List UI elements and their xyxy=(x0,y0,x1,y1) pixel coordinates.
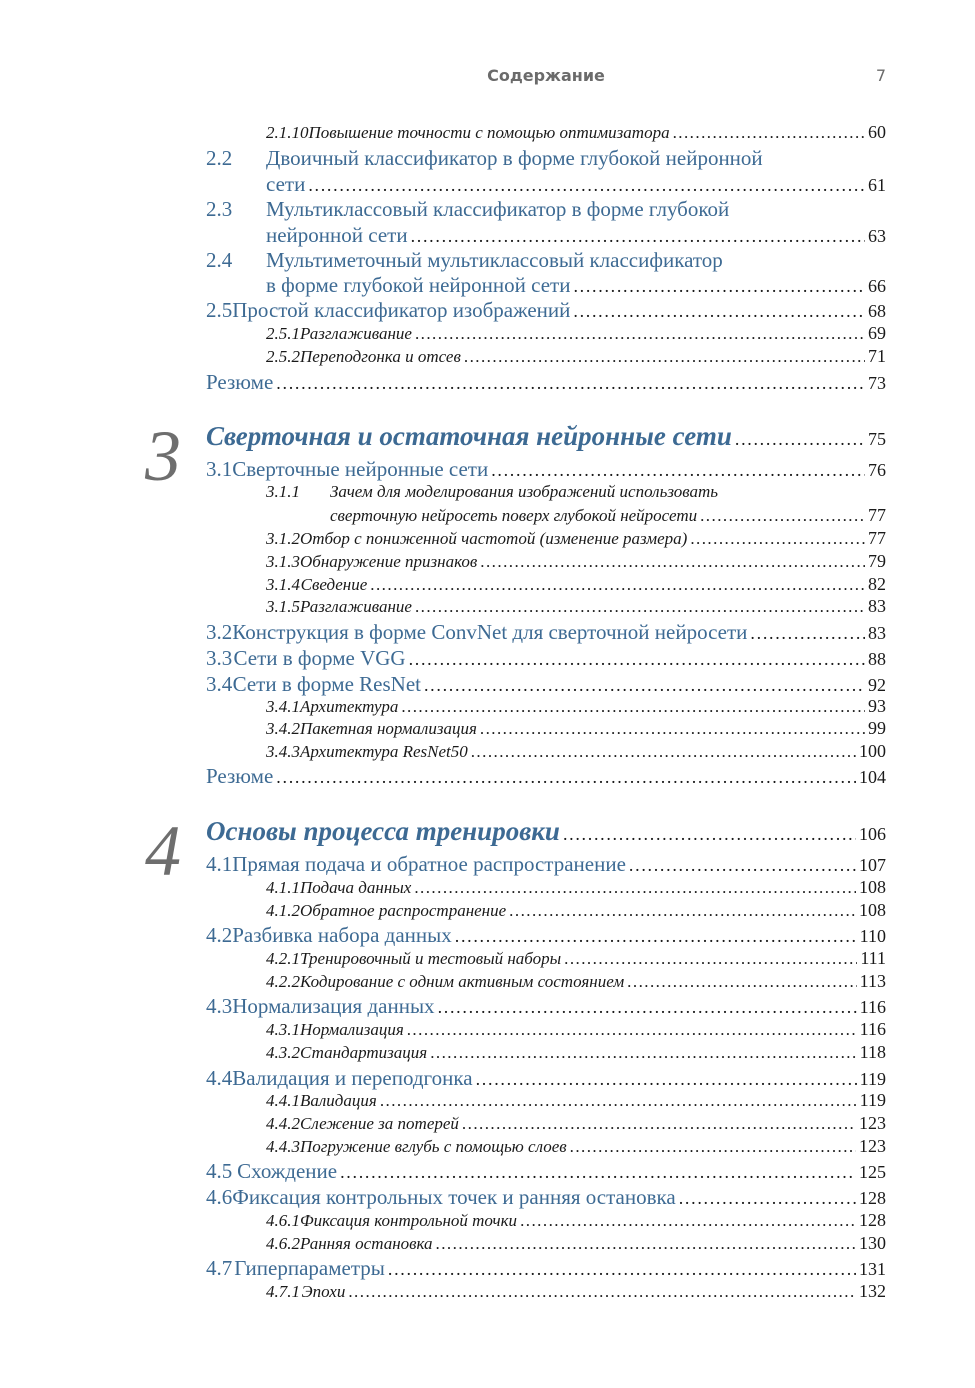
entry-page: 77 xyxy=(868,528,886,548)
toc-entry[interactable] xyxy=(206,457,886,482)
entry-page: 123 xyxy=(859,1136,886,1156)
entry-number: 2.5.1 xyxy=(266,324,300,343)
entry-number: 4.5 xyxy=(206,1159,233,1183)
entry-title: Фиксация контрольных точек и ранняя остановка xyxy=(232,1185,676,1209)
toc-entry[interactable] xyxy=(266,696,886,717)
entry-title-continued: в форме глубокой нейронной сети xyxy=(266,273,571,297)
entry-title: Архитектура ResNet50 xyxy=(300,742,468,761)
entry-title: Мультиметочный мультиклассовый классификатор xyxy=(266,248,723,272)
toc-entry-summary[interactable] xyxy=(206,370,886,395)
entry-page: 66 xyxy=(868,276,886,296)
toc-entry-first-line[interactable] xyxy=(206,197,729,222)
toc-entry[interactable] xyxy=(266,1019,886,1040)
entry-page: 131 xyxy=(859,1259,886,1279)
entry-title: Пакетная нормализация xyxy=(300,719,477,738)
entry-title: Простой классификатор изображений xyxy=(232,298,571,322)
entry-number: 4.1.1 xyxy=(266,878,300,897)
entry-title: Схождение xyxy=(237,1159,338,1183)
entry-page: 77 xyxy=(868,505,886,525)
entry-page: 123 xyxy=(859,1113,886,1133)
entry-number: 4.7.1 xyxy=(266,1282,300,1301)
header-title: Содержание xyxy=(487,66,605,85)
entry-page: 110 xyxy=(859,926,886,946)
entry-page: 128 xyxy=(859,1188,886,1208)
entry-title: Мультиклассовый классификатор в форме глубокой xyxy=(266,197,730,221)
entry-number: 4.4.3 xyxy=(266,1137,300,1156)
entry-title: Разглаживание xyxy=(300,597,412,616)
entry-page: 92 xyxy=(868,675,886,695)
entry-title: Резюме xyxy=(206,370,274,394)
entry-title-continued: нейронной сети xyxy=(266,223,408,247)
entry-number: 3.1.4 xyxy=(266,575,300,594)
entry-number: 4.4.1 xyxy=(266,1091,300,1110)
entry-title: Стандартизация xyxy=(300,1043,428,1062)
entry-number: 3.1.1 xyxy=(266,482,300,501)
entry-number: 4.2.2 xyxy=(266,972,300,991)
entry-title: Сверточные нейронные сети xyxy=(232,457,489,481)
toc-entry[interactable] xyxy=(266,971,886,992)
entry-number: 4.2 xyxy=(206,923,233,947)
entry-page: 63 xyxy=(868,226,886,246)
entry-page: 125 xyxy=(859,1162,886,1182)
toc-entry[interactable] xyxy=(206,994,886,1019)
entry-title: Эпохи xyxy=(301,1282,346,1301)
entry-title: Отбор с пониженной частотой (изменение размера) xyxy=(300,529,688,548)
entry-page: 75 xyxy=(868,429,886,449)
toc-entry[interactable] xyxy=(266,172,886,197)
toc-entry[interactable] xyxy=(206,298,886,323)
entry-number: 4.4.2 xyxy=(266,1114,300,1133)
chapter-number: 3 xyxy=(145,416,181,496)
entry-title: Нормализация xyxy=(300,1020,404,1039)
entry-page: 69 xyxy=(868,323,886,343)
entry-title: Разбивка набора данных xyxy=(232,923,452,947)
entry-title: Погружение вглубь с помощью слоев xyxy=(300,1137,567,1156)
entry-number: 2.3 xyxy=(206,197,233,221)
entry-title-continued: сверточную нейросеть поверх глубокой нейросети xyxy=(330,506,698,525)
toc-entry[interactable] xyxy=(206,852,886,877)
toc-chapter[interactable] xyxy=(206,816,886,847)
entry-title: Прямая подача и обратное распространение xyxy=(232,852,626,876)
entry-number: 3.1 xyxy=(206,457,233,481)
entry-title: Архитектура xyxy=(300,697,399,716)
entry-title: Сети в форме VGG xyxy=(233,646,406,670)
entry-number: 3.4.3 xyxy=(266,742,300,761)
entry-page: 83 xyxy=(868,596,886,616)
entry-title: Разглаживание xyxy=(300,324,412,343)
entry-title: Сведение xyxy=(300,575,368,594)
toc-entry[interactable] xyxy=(266,122,886,143)
entry-title: Валидация и переподгонка xyxy=(232,1066,473,1090)
toc-entry[interactable] xyxy=(266,551,886,572)
entry-number: 2.5 xyxy=(206,298,233,322)
entry-page: 71 xyxy=(868,346,886,366)
toc-chapter[interactable] xyxy=(206,421,886,452)
entry-number: 3.1.2 xyxy=(266,529,300,548)
entry-page: 83 xyxy=(868,623,886,643)
entry-title: Слежение за потерей xyxy=(300,1114,459,1133)
toc-entry[interactable] xyxy=(206,646,886,671)
toc-entry[interactable] xyxy=(266,1113,886,1134)
entry-title: Конструкция в форме ConvNet для сверточной нейросети xyxy=(232,620,748,644)
entry-number: 4.6.2 xyxy=(266,1234,300,1253)
toc-entry-summary[interactable] xyxy=(206,764,886,789)
entry-number: 4.6.1 xyxy=(266,1211,300,1230)
entry-number: 3.1.3 xyxy=(266,552,300,571)
entry-page: 60 xyxy=(868,122,886,142)
toc-entry[interactable] xyxy=(266,346,886,367)
entry-title: Переподгонка и отсев xyxy=(300,347,461,366)
toc-entry[interactable] xyxy=(266,273,886,298)
entry-number: 4.3.2 xyxy=(266,1043,300,1062)
entry-title: Кодирование с одним активным состоянием xyxy=(300,972,625,991)
toc-entry[interactable] xyxy=(266,1090,886,1111)
entry-title: Гиперпараметры xyxy=(234,1256,385,1280)
entry-title: Обнаружение признаков xyxy=(300,552,478,571)
entry-number: 4.1.2 xyxy=(266,901,300,920)
entry-number: 3.4.2 xyxy=(266,719,300,738)
entry-number: 3.2 xyxy=(206,620,233,644)
toc-entry[interactable] xyxy=(266,574,886,595)
toc-entry[interactable] xyxy=(266,948,886,969)
entry-title: Двоичный классификатор в форме глубокой нейронной xyxy=(266,146,763,170)
entry-number: 3.4.1 xyxy=(266,697,300,716)
entry-number: 3.4 xyxy=(206,672,233,696)
entry-page: 61 xyxy=(868,175,886,195)
toc-entry[interactable] xyxy=(266,718,886,739)
entry-number: 2.1.10 xyxy=(266,123,309,142)
entry-page: 108 xyxy=(859,900,886,920)
entry-number: 3.3 xyxy=(206,646,233,670)
toc-entry[interactable] xyxy=(266,1210,886,1231)
entry-page: 104 xyxy=(859,767,886,787)
toc-entry[interactable] xyxy=(206,672,886,697)
entry-number: 4.1 xyxy=(206,852,233,876)
entry-page: 107 xyxy=(859,855,886,875)
entry-page: 100 xyxy=(859,741,886,761)
entry-title: Сети в форме ResNet xyxy=(232,672,421,696)
entry-page: 76 xyxy=(868,460,886,480)
entry-number: 3.1.5 xyxy=(266,597,300,616)
entry-page: 73 xyxy=(868,373,886,393)
toc-entry[interactable] xyxy=(266,741,886,762)
entry-page: 106 xyxy=(859,824,886,844)
chapter-title: Основы процесса тренировки xyxy=(206,816,560,846)
toc-entry[interactable] xyxy=(206,1159,886,1184)
toc-entry[interactable] xyxy=(206,1256,886,1281)
chapter-number: 4 xyxy=(145,811,181,891)
entry-page: 108 xyxy=(859,877,886,897)
toc-entry[interactable] xyxy=(206,1066,886,1091)
entry-page: 88 xyxy=(868,649,886,669)
entry-title: Повышение точности с помощью оптимизатора xyxy=(308,123,670,142)
entry-number: 4.4 xyxy=(206,1066,233,1090)
toc-entry[interactable] xyxy=(266,1136,886,1157)
entry-title: Зачем для моделирования изображений использовать xyxy=(330,482,719,501)
toc-entry[interactable] xyxy=(266,900,886,921)
entry-page: 93 xyxy=(868,696,886,716)
entry-title: Резюме xyxy=(206,764,274,788)
entry-page: 116 xyxy=(859,997,886,1017)
toc-entry-first-line[interactable] xyxy=(206,248,723,273)
entry-page: 128 xyxy=(859,1210,886,1230)
entry-title: Ранняя остановка xyxy=(300,1234,433,1253)
entry-number: 4.7 xyxy=(206,1256,233,1280)
entry-number: 2.4 xyxy=(206,248,233,272)
entry-page: 113 xyxy=(859,971,886,991)
toc-entry[interactable] xyxy=(266,323,886,344)
entry-title: Подача данных xyxy=(300,878,412,897)
toc-entry[interactable] xyxy=(266,1281,886,1302)
entry-number: 4.2.1 xyxy=(266,949,300,968)
toc-entry[interactable] xyxy=(266,528,886,549)
entry-number: 4.3 xyxy=(206,994,233,1018)
entry-page: 68 xyxy=(868,301,886,321)
toc-entry[interactable] xyxy=(266,596,886,617)
entry-title: Нормализация данных xyxy=(232,994,435,1018)
toc-entry[interactable] xyxy=(206,1185,886,1210)
entry-number: 2.5.2 xyxy=(266,347,300,366)
entry-number: 4.3.1 xyxy=(266,1020,300,1039)
entry-page: 111 xyxy=(860,948,886,968)
entry-title: Обратное распространение xyxy=(300,901,507,920)
toc-entry[interactable] xyxy=(206,620,886,645)
toc-entry[interactable] xyxy=(330,505,886,526)
toc-entry[interactable] xyxy=(266,1042,886,1063)
entry-page: 130 xyxy=(859,1233,886,1253)
toc-entry[interactable] xyxy=(266,877,886,898)
entry-page: 79 xyxy=(868,551,886,571)
header-page-number: 7 xyxy=(875,66,886,85)
entry-title: Валидация xyxy=(300,1091,377,1110)
toc-entry-first-line[interactable] xyxy=(266,482,718,502)
toc-entry[interactable] xyxy=(206,923,886,948)
chapter-title: Сверточная и остаточная нейронные сети xyxy=(206,421,732,451)
entry-page: 116 xyxy=(859,1019,886,1039)
toc-entry[interactable] xyxy=(266,223,886,248)
entry-page: 132 xyxy=(859,1281,886,1301)
toc-entry[interactable] xyxy=(266,1233,886,1254)
toc-entry-first-line[interactable] xyxy=(206,146,763,171)
entry-page: 119 xyxy=(859,1069,886,1089)
entry-title-continued: сети xyxy=(266,172,306,196)
entry-page: 82 xyxy=(868,574,886,594)
entry-page: 99 xyxy=(868,718,886,738)
entry-number: 4.6 xyxy=(206,1185,233,1209)
entry-number: 2.2 xyxy=(206,146,233,170)
entry-page: 119 xyxy=(859,1090,886,1110)
entry-title: Фиксация контрольной точки xyxy=(300,1211,518,1230)
entry-title: Тренировочный и тестовый наборы xyxy=(300,949,562,968)
entry-page: 118 xyxy=(859,1042,886,1062)
